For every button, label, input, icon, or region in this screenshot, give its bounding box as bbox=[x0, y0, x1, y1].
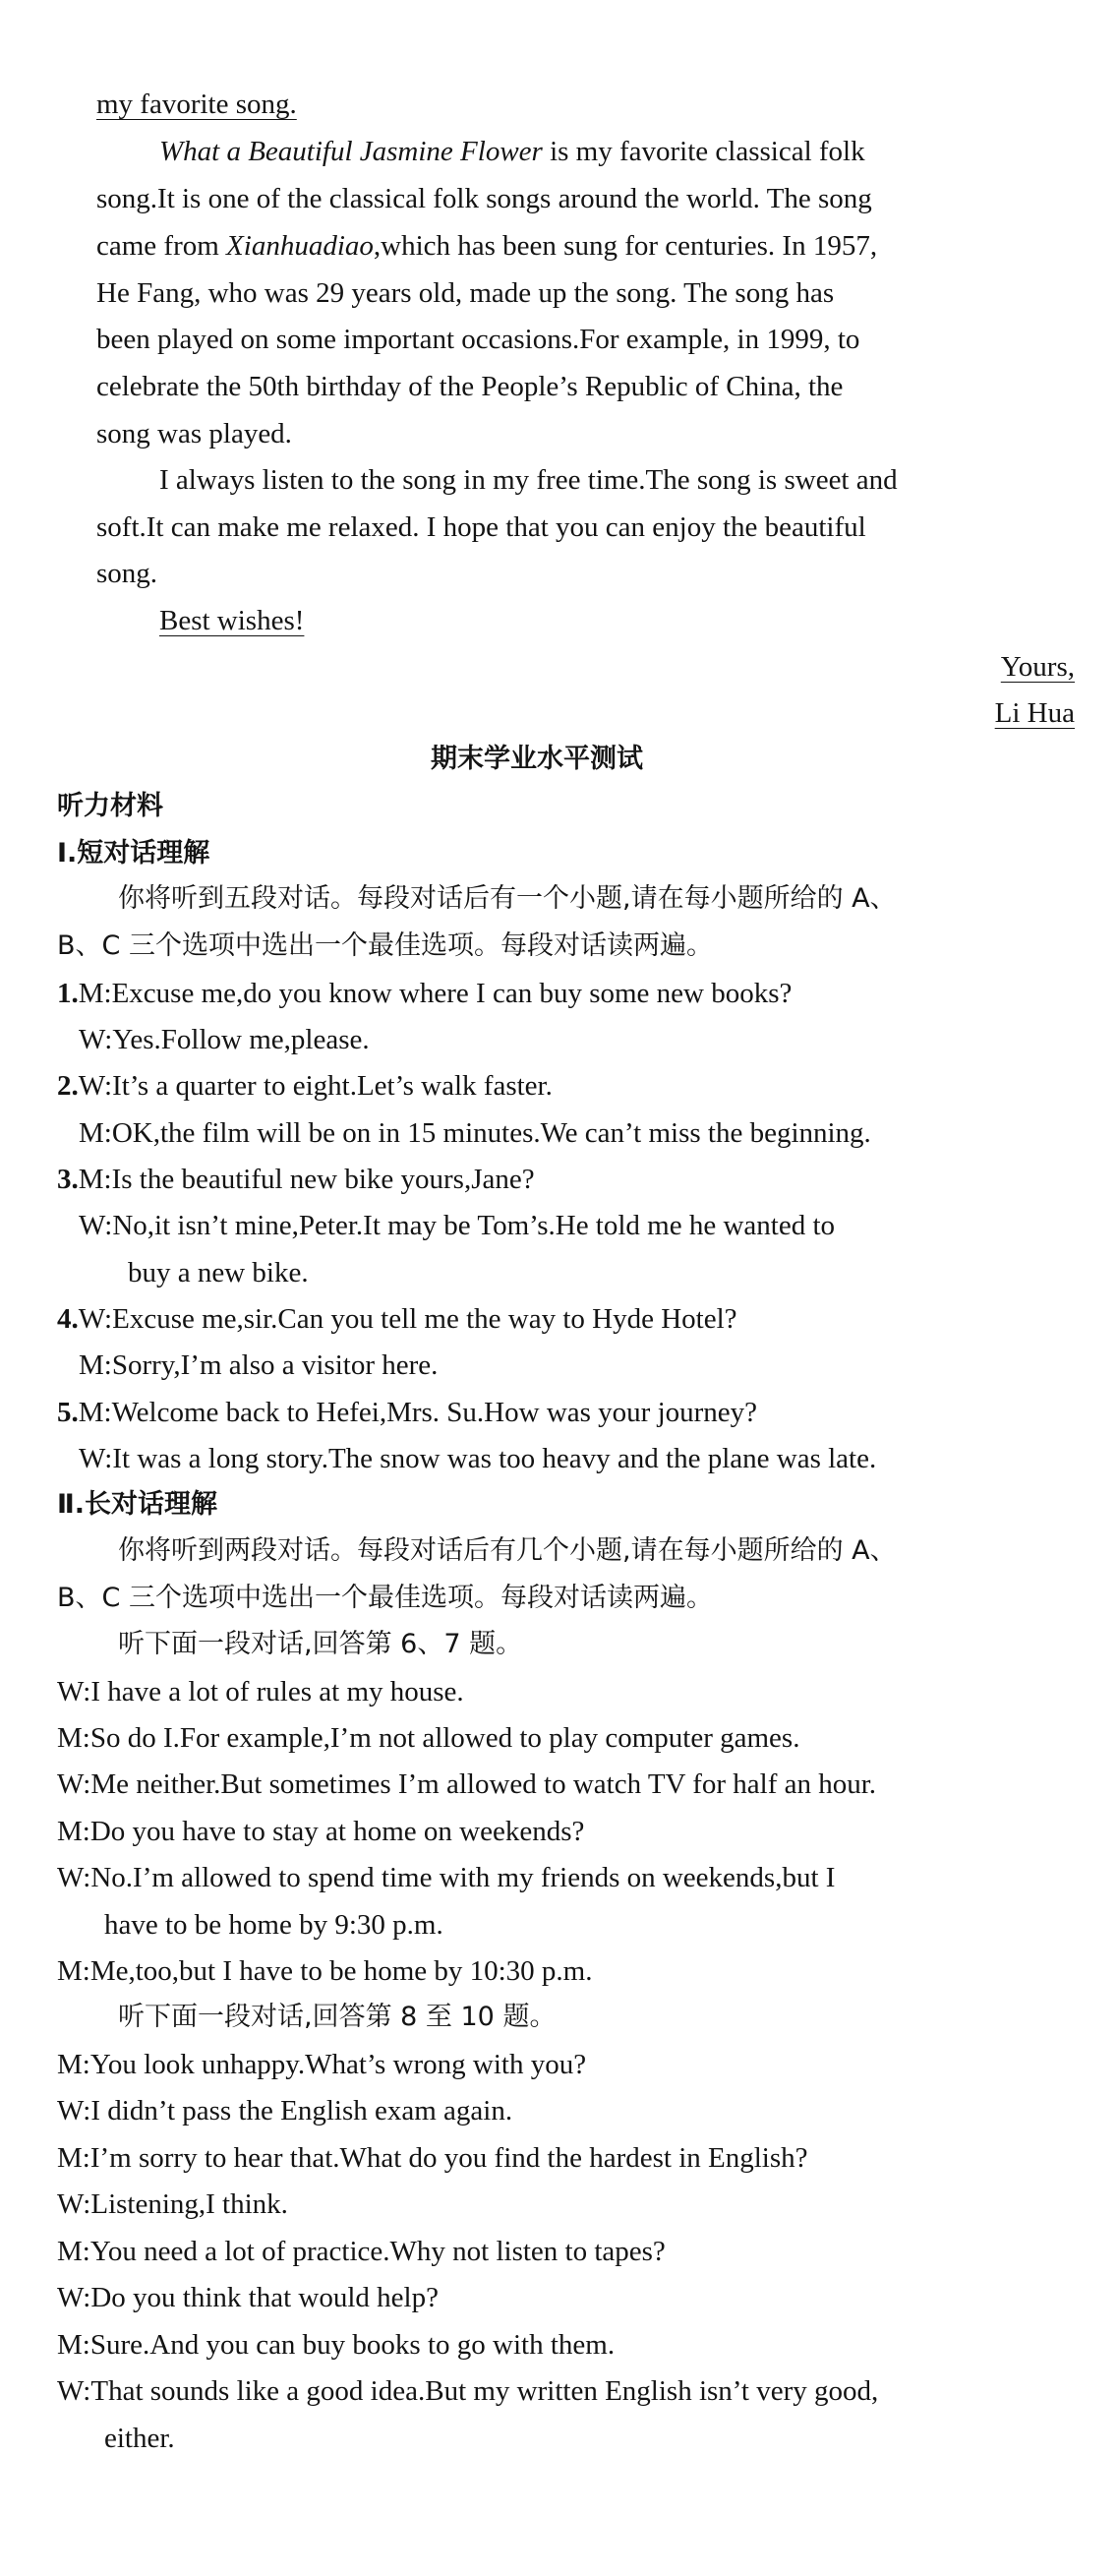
dialog-line: M:Do you have to stay at home on weekends? bbox=[57, 1816, 585, 1847]
letter-signoff: Yours, bbox=[1000, 651, 1075, 683]
dialog-line: M:OK,the film will be on in 15 minutes.We can’t miss the beginning. bbox=[79, 1117, 871, 1149]
dialog-line bbox=[57, 980, 792, 1008]
dialog-line: W:No,it isn’t mine,Peter.It may be Tom’s.He told me he wanted to bbox=[79, 1210, 836, 1241]
section1-instructions: 你将听到五段对话。每段对话后有一个小题,请在每小题所给的 A、 bbox=[118, 883, 897, 914]
dialog-line: M:I’m sorry to hear that.What do you find the hardest in English? bbox=[57, 2142, 808, 2174]
dialog-line: W:No.I’m allowed to spend time with my friends on weekends,but I bbox=[57, 1862, 836, 1893]
dialog-prompt: 听下面一段对话,回答第 8 至 10 题。 bbox=[118, 2002, 557, 2032]
dialog-line: M:Sure.And you can buy books to go with them. bbox=[57, 2329, 616, 2361]
dialog-line: M:Sorry,I’m also a visitor here. bbox=[79, 1349, 439, 1381]
dialog-text: W:Excuse me,sir.Can you tell me the way to Hyde Hotel? bbox=[78, 1303, 737, 1335]
dialog-line bbox=[57, 1072, 553, 1101]
letter-line bbox=[96, 232, 877, 261]
letter-line bbox=[96, 90, 297, 119]
letter-line bbox=[159, 138, 865, 166]
song-title: What a Beautiful Jasmine Flower bbox=[159, 136, 543, 167]
dialog-line: M:Me,too,but I have to be home by 10:30 p.m. bbox=[57, 1955, 593, 1987]
section1-heading: Ⅰ.短对话理解 bbox=[57, 838, 210, 869]
section2-instructions: 你将听到两段对话。每段对话后有几个小题,请在每小题所给的 A、 bbox=[118, 1535, 897, 1566]
section2-heading: Ⅱ.长对话理解 bbox=[57, 1489, 218, 1520]
letter-text: is my favorite classical folk bbox=[542, 136, 865, 167]
letter-line: been played on some important occasions.For example, in 1999, to bbox=[96, 324, 860, 355]
dialog-text: W:It’s a quarter to eight.Let’s walk faster. bbox=[78, 1070, 553, 1102]
letter-text: came from bbox=[96, 230, 227, 262]
dialog-text: M:Is the beautiful new bike yours,Jane? bbox=[78, 1164, 535, 1195]
dialog-line: M:You look unhappy.What’s wrong with you? bbox=[57, 2049, 587, 2080]
letter-line: celebrate the 50th birthday of the People’s Republic of China, the bbox=[96, 371, 844, 402]
letter-line: song. bbox=[96, 558, 158, 589]
dialog-line: W:I have a lot of rules at my house. bbox=[57, 1676, 464, 1707]
dialog-text: M:Welcome back to Hefei,Mrs. Su.How was your journey? bbox=[78, 1397, 758, 1428]
question-number: 3. bbox=[57, 1164, 79, 1195]
dialog-line: W:It was a long story.The snow was too heavy and the plane was late. bbox=[79, 1443, 877, 1474]
dialog-line bbox=[57, 1166, 535, 1194]
question-number: 2. bbox=[57, 1070, 79, 1102]
section1-instructions: B、C 三个选项中选出一个最佳选项。每段对话读两遍。 bbox=[57, 930, 713, 961]
dialog-line bbox=[57, 1399, 757, 1427]
dialog-line: W:That sounds like a good idea.But my written English isn’t very good, bbox=[57, 2375, 879, 2407]
dialog-line: M:You need a lot of practice.Why not listen to tapes? bbox=[57, 2236, 666, 2267]
letter-line: song was played. bbox=[96, 418, 292, 449]
letter-closing: Best wishes! bbox=[159, 605, 305, 636]
dialog-line: W:I didn’t pass the English exam again. bbox=[57, 2095, 513, 2127]
letter-line: soft.It can make me relaxed. I hope that you can enjoy the beautiful bbox=[96, 511, 866, 543]
dialog-line: M:So do I.For example,I’m not allowed to play computer games. bbox=[57, 1722, 800, 1754]
dialog-line: W:Me neither.But sometimes I’m allowed to watch TV for half an hour. bbox=[57, 1768, 877, 1800]
dialog-line: either. bbox=[104, 2423, 175, 2454]
dialog-line bbox=[57, 1305, 737, 1334]
question-number: 1. bbox=[57, 978, 79, 1009]
question-number: 5. bbox=[57, 1397, 79, 1428]
letter-line: I always listen to the song in my free time.The song is sweet and bbox=[159, 464, 898, 496]
letter-text: my favorite song. bbox=[96, 89, 297, 120]
letter-signature: Li Hua bbox=[994, 697, 1075, 729]
letter-text: ,which has been sung for centuries. In 1957, bbox=[373, 230, 878, 262]
listening-heading: 听力材料 bbox=[57, 791, 163, 821]
test-title: 期末学业水平测试 bbox=[431, 744, 643, 774]
dialog-line: W:Listening,I think. bbox=[57, 2188, 288, 2220]
letter-line: He Fang, who was 29 years old, made up the song. The song has bbox=[96, 277, 835, 309]
dialog-line: W:Yes.Follow me,please. bbox=[79, 1024, 370, 1055]
dialog-prompt: 听下面一段对话,回答第 6、7 题。 bbox=[118, 1629, 523, 1659]
dialog-line: W:Do you think that would help? bbox=[57, 2282, 439, 2313]
letter-line: song.It is one of the classical folk songs around the world. The song bbox=[96, 183, 872, 214]
dialog-text: M:Excuse me,do you know where I can buy some new books? bbox=[78, 978, 793, 1009]
section2-instructions: B、C 三个选项中选出一个最佳选项。每段对话读两遍。 bbox=[57, 1583, 713, 1613]
question-number: 4. bbox=[57, 1303, 79, 1335]
dialog-line: buy a new bike. bbox=[128, 1257, 309, 1288]
source-title: Xianhuadiao bbox=[226, 230, 374, 262]
dialog-line: have to be home by 9:30 p.m. bbox=[104, 1909, 443, 1941]
